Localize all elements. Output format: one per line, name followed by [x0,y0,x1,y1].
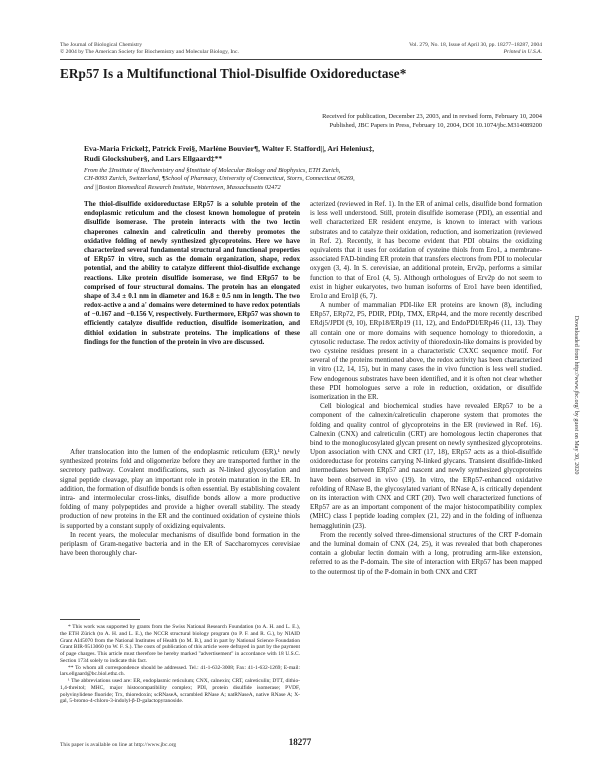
copyright-line: © 2004 by The American Society for Biochemistry and Molecular Biology, Inc. [60,49,239,55]
journal-header-right [290,42,542,56]
page-number: 18277 [288,737,312,747]
affiliation-line: From the ‡Institute of Biochemistry and §Institute of Molecular Biology and Biophysics, ETH Zurich, [84,167,341,174]
abbreviations-footnote: ¹ The abbreviations used are: ER, endoplasmic reticulum; CNX, calnexin; CRT, calreticulin; DTT, dithio-1,4-threitol; MHC, major histocompatibility complex; PDI, protein disulfide isomerase; PVDF, polyvinylidene fluoride; Trx, thioredoxin; scRNaseA, scrambled RNase A; natRNaseA, native RNase A; X-gal, 5-bromo-4-chloro-3-indolyl-β-D-galactopyranoside. [60,678,300,705]
intro-left-column [60,448,300,558]
affiliation-line: and ||Boston Biomedical Research Institute, Watertown, Massachusetts 02472 [84,183,281,191]
correspondence-footnote: ** To whom all correspondence should be addressed. Tel.: 41-1-632-3008; Fax: 41-1-632-1269; E-mail: lars.ellgaard@bc.biol.ethz.ch. [60,664,300,678]
footnotes [60,624,300,705]
body-paragraph: After translocation into the lumen of the endoplasmic reticulum (ER),¹ newly synthesized proteins fold and oligomerize before they are transported further in the secretory pathway. Covalent modifications, such as N-linked glycosylation and signal peptide cleavage, play an important role in protein maturation in the ER. In addition, the formation of disulfide bonds is often essential. By establishing covalent intra- and intermolecular cross-links, disulfide bonds allow a more productive folding of many polypeptides and provide a higher overall stability. The steady production of new proteins in the ER and the continued oxidation of cysteine thiols is supported by a constant supply of oxidizing equivalents. [60,448,300,530]
intro-right-column [310,200,542,577]
body-paragraph: In recent years, the molecular mechanisms of disulfide bond formation in the periplasm of Gram-negative bacteria and in the ER of Saccharomyces cerevisiae have been thoroughly char- [60,530,300,558]
body-paragraph: acterized (reviewed in Ref. 1). In the ER of animal cells, disulfide bond formation is less well understood. Still, protein disulfide isomerase (PDI), an essential and well characterized ER resident enzyme, is known to interact with various substrates and to catalyze their oxidation, reduction, and isomerization (reviewed in Ref. 2). Recently, it has become evident that PDI obtains the oxidizing equivalents that it uses for oxidation of cysteine thiols from Ero1, a membrane-associated FAD-binding ER protein that transfers electrons from PDI to molecular oxygen (3, 4). In S. cerevisiae, an additional protein, Erv2p, performs a similar function to that of Ero1 (4, 5). Although orthologues of Erv2p do not seem to exist in higher eukaryotes, two human isoforms of Ero1 have been identified, Ero1α and Ero1β (6, 7). [310,200,542,300]
body-paragraph: A number of mammalian PDI-like ER proteins are known (8), including ERp57, ERp72, P5, PDIR, PDIp, TMX, ERp44, and the more recently described ERdj5/JPDI (9, 10), ERp18/ERp19 (11, 12), and EndoPDI/ERp46 (11, 13). They all contain one or more domains with sequence homology to thioredoxin, a cytosolic reductase. The redox activity of thioredoxin-like domains is provided by two cysteine residues present in a characteristic CXXC sequence motif. For several of the proteins mentioned above, the redox activity has been characterized in vitro (12, 14, 15), but in many cases the in vivo function is less well studied. Few endogenous substrates have been identified, and it is often not clear whether these PDI homologues serve a role in reduction, oxidation, or disulfide isomerization in the ER. [310,301,542,401]
body-paragraph: Cell biological and biochemical studies have revealed ERp57 to be a component of the calnexin/calreticulin chaperone system that promotes the folding and quality control of glycoproteins in the ER (reviewed in Ref. 16). Calnexin (CNX) and calreticulin (CRT) are homologous lectin chaperones that bind to the monoglucosylated glycan present on newly synthesized glycoproteins. Upon association with CNX and CRT (17, 18), ERp57 acts as a thiol-disulfide oxidoreductase for proteins carrying N-linked glycans. Transient disulfide-linked intermediates between ERp57 and nascent and newly synthesized glycoproteins have been observed in vivo (19). In vitro, the ERp57-enhanced oxidative refolding of RNase B, the glycosylated variant of RNase A, is critically dependent on its interaction with CNX and CRT (20). Two well characterized functions of ERp57 are as an important component of the major histocompatibility complex (MHC) class I peptide loading complex (21, 22) and in the folding of influenza hemagglutinin (23). [310,402,542,530]
author-line: Rudi Glockshuber§, and Lars Ellgaard‡** [84,154,223,163]
received-dates [160,113,542,130]
body-paragraph: From the recently solved three-dimensional structures of the CRT P-domain and the luminal domain of CNX (24, 25), it was revealed that both chaperones contain a globular lectin domain with a long, protruding arm-like extension, referred to as the P-domain. The site of interaction with ERp57 has been mapped to the outermost tip of the P-domain in both CNX and CRT [310,530,542,576]
journal-name: The Journal of Biological Chemistry [60,42,143,48]
abstract: The thiol-disulfide oxidoreductase ERp57 is a soluble protein of the endoplasmic reticulum and the closest known homologue of protein disulfide isomerase. The protein interacts with the two lectin chaperones calnexin and calreticulin and thereby promotes the oxidative folding of newly synthesized glycoproteins. Here we have characterized several fundamental structural and functional properties of ERp57 in vitro, such as the domain organization, shape, redox potential, and the ability to catalyze different thiol-disulfide exchange reactions. Like protein disulfide isomerase, we find ERp57 to be comprised of four structural domains. The protein has an elongated shape of 3.4 ± 0.1 nm in diameter and 16.8 ± 0.5 nm in length. The two redox-active a and a' domains were determined to have redox potentials of −0.167 and −0.156 V, respectively. Furthermore, ERp57 was shown to efficiently catalyze disulfide reduction, disulfide isomerization, and dithiol oxidation in substrate proteins. The implications of these findings for the function of the protein in vivo are discussed. [84,200,300,346]
published-line: Published, JBC Papers in Press, February 10, 2004, DOI 10.1074/jbc.M314089200 [329,121,542,129]
header-rule [60,59,542,60]
received-line: Received for publication, December 23, 2003, and in revised form, February 10, 2004 [322,113,542,120]
author-list [84,144,542,164]
footnote-rule [60,619,140,620]
printed-in: Printed in U.S.A. [503,49,542,55]
article-title: ERp57 Is a Multifunctional Thiol-Disulfide Oxidoreductase* [60,66,407,81]
affiliations [84,167,542,192]
download-side-note [571,200,580,590]
download-side-note-text: Downloaded from http://www.jbc.org/ by guest on May 30, 2020 [572,315,579,475]
journal-header-left [60,42,320,56]
funding-footnote: * This work was supported by grants from the Swiss National Research Foundation (to A. H. and L. E.), the ETH Zürich (to A. H. and L. E.), the NCCR structural biology program (to P. F. and R. G.), by NIAID Grant AI45070 from the National Institutes of Health (to M. B.), and in part by National Science Foundation Grant BIR-9513060 (to W. F. S.). The costs of publication of this article were defrayed in part by the payment of page charges. This article must therefore be hereby marked "advertisement" in accordance with 18 U.S.C. Section 1734 solely to indicate this fact. [60,624,300,664]
issue-info: Vol. 279, No. 18, Issue of April 30, pp. 18277–18287, 2004 [408,42,542,48]
author-line: Eva-Maria Frickel‡, Patrick Frei§, Marlène Bouvier¶, Walter F. Stafford||, Ari Helenius‡, [84,144,375,153]
footer-availability: This paper is available on line at http://www.jbc.org [60,742,177,748]
affiliation-line: CH-8093 Zurich, Switzerland, ¶School of Pharmacy, University of Connecticut, Storrs, Connecticut 06269, [84,175,355,183]
